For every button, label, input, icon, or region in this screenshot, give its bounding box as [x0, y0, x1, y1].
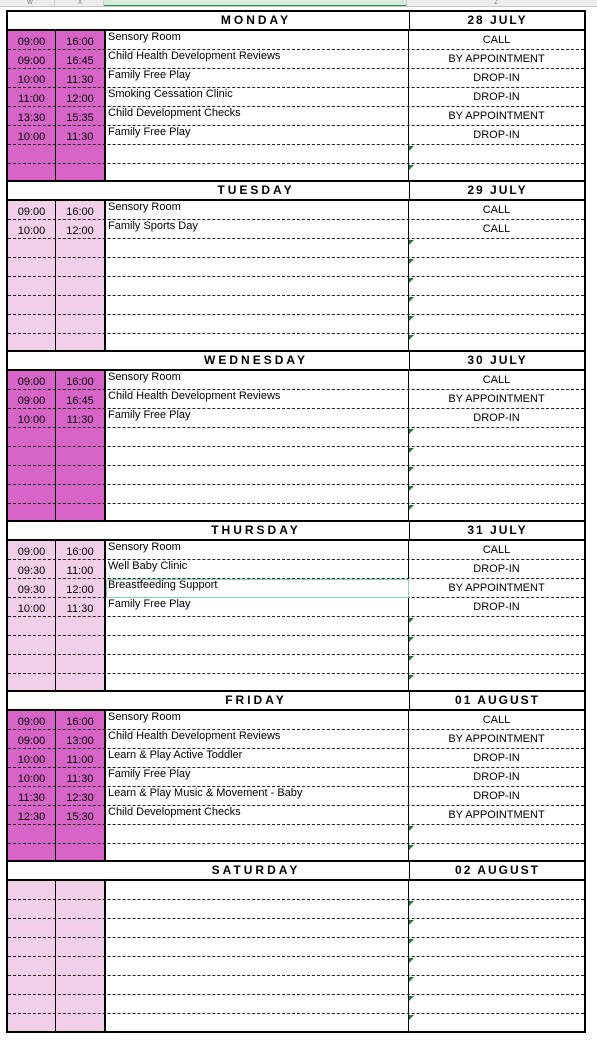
access-status-cell[interactable]: DROP-IN — [473, 129, 520, 141]
activity-cell[interactable]: Child Health Development Reviews — [108, 390, 281, 402]
day-header — [8, 182, 584, 201]
schedule-row[interactable] — [8, 126, 584, 145]
day-name[interactable]: THURSDAY — [211, 523, 301, 537]
end-time-cell[interactable]: 11:30 — [66, 74, 94, 86]
end-time-cell[interactable]: 11:30 — [66, 414, 94, 426]
comment-marker-icon[interactable] — [409, 826, 414, 831]
activity-cell[interactable]: Child Development Checks — [108, 806, 241, 818]
selected-cell-outline[interactable] — [106, 579, 409, 598]
start-time-cell[interactable]: 11:00 — [18, 93, 45, 105]
activity-cell[interactable]: Breastfeeding Support — [108, 579, 218, 591]
start-time-cell[interactable]: 09:00 — [17, 376, 46, 388]
schedule-row[interactable] — [8, 957, 584, 976]
start-time-cell[interactable]: 09:00 — [17, 716, 46, 728]
schedule-row[interactable] — [8, 315, 584, 334]
end-time-cell[interactable]: 12:00 — [66, 93, 94, 105]
schedule-row[interactable] — [8, 749, 584, 768]
start-time-cell[interactable]: 10:00 — [17, 225, 46, 237]
schedule-row[interactable] — [8, 296, 584, 315]
schedule-row[interactable] — [8, 428, 584, 447]
day-header — [8, 862, 584, 881]
activity-cell[interactable]: Family Free Play — [108, 409, 191, 421]
end-time-cell[interactable]: 15:35 — [66, 112, 94, 124]
day-date[interactable]: 31 JULY — [409, 522, 585, 539]
comment-marker-icon[interactable] — [409, 259, 414, 264]
schedule-row[interactable] — [8, 655, 584, 674]
schedule-row[interactable] — [8, 617, 584, 636]
end-time-cell[interactable]: 15:30 — [66, 811, 94, 823]
access-status-cell[interactable]: CALL — [482, 374, 511, 386]
day-date[interactable]: 29 JULY — [409, 182, 585, 199]
access-status-cell[interactable]: BY APPOINTMENT — [448, 809, 545, 821]
day-name[interactable]: FRIDAY — [225, 693, 287, 707]
activity-cell[interactable]: Learn & Play Music & Movement - Baby — [108, 787, 303, 799]
activity-cell[interactable]: Sensory Room — [108, 711, 181, 723]
start-time-cell[interactable]: 09:00 — [17, 206, 46, 218]
activity-cell[interactable]: Learn & Play Active Toddler — [108, 749, 243, 761]
access-status-cell[interactable]: DROP-IN — [473, 91, 520, 103]
start-time-cell[interactable]: 09:00 — [17, 55, 46, 67]
schedule-row[interactable] — [8, 976, 584, 995]
end-time-cell[interactable]: 16:00 — [66, 206, 94, 218]
day-header — [8, 352, 584, 371]
comment-marker-icon[interactable] — [409, 316, 414, 321]
access-status-cell[interactable]: CALL — [482, 223, 511, 235]
comment-marker-icon[interactable] — [409, 656, 414, 661]
start-time-cell[interactable]: 10:00 — [17, 414, 46, 426]
comment-marker-icon[interactable] — [409, 335, 414, 340]
comment-marker-icon[interactable] — [409, 278, 414, 283]
comment-marker-icon[interactable] — [409, 939, 414, 944]
schedule-row[interactable] — [8, 995, 584, 1014]
schedule-row[interactable] — [8, 730, 584, 749]
schedule-row[interactable] — [8, 825, 584, 844]
comment-marker-icon[interactable] — [409, 165, 414, 170]
column-divider — [54, 0, 55, 7]
day-name[interactable]: TUESDAY — [217, 183, 295, 197]
day-header — [8, 692, 584, 711]
day-date[interactable]: 01 AUGUST — [409, 692, 585, 709]
comment-marker-icon[interactable] — [409, 977, 414, 982]
schedule-row[interactable] — [8, 447, 584, 466]
column-divider — [406, 0, 407, 7]
comment-marker-icon[interactable] — [409, 618, 414, 623]
selected-column-highlight[interactable] — [104, 0, 406, 7]
comment-marker-icon[interactable] — [409, 448, 414, 453]
activity-cell[interactable]: Sensory Room — [108, 31, 181, 43]
access-status-cell[interactable]: DROP-IN — [473, 771, 520, 783]
comment-marker-icon[interactable] — [409, 958, 414, 963]
end-time-cell[interactable]: 16:00 — [66, 716, 94, 728]
end-time-cell[interactable]: 16:45 — [66, 395, 94, 407]
end-time-cell[interactable]: 11:30 — [66, 603, 94, 615]
access-status-cell[interactable]: DROP-IN — [473, 790, 520, 802]
activity-cell[interactable]: Family Free Play — [108, 69, 191, 81]
schedule-row[interactable] — [8, 1014, 584, 1033]
schedule-row[interactable] — [8, 88, 584, 107]
activity-cell[interactable]: Sensory Room — [108, 371, 181, 383]
comment-marker-icon[interactable] — [409, 996, 414, 1001]
schedule-row[interactable] — [8, 806, 584, 825]
day-date[interactable]: 02 AUGUST — [409, 862, 585, 879]
activity-cell[interactable]: Family Sports Day — [108, 220, 198, 232]
schedule-row[interactable] — [8, 598, 584, 617]
schedule-row[interactable] — [8, 919, 584, 938]
schedule-row[interactable] — [8, 107, 584, 126]
activity-cell[interactable]: Family Free Play — [108, 598, 191, 610]
comment-marker-icon[interactable] — [409, 297, 414, 302]
day-name[interactable]: MONDAY — [220, 13, 292, 27]
activity-cell[interactable]: Sensory Room — [108, 541, 181, 553]
schedule-row[interactable] — [8, 938, 584, 957]
end-time-cell[interactable]: 16:45 — [66, 55, 94, 67]
day-header — [8, 12, 584, 31]
start-time-cell[interactable]: 09:30 — [17, 565, 46, 577]
day-block-tuesday — [6, 180, 586, 353]
start-time-cell[interactable]: 10:00 — [17, 754, 46, 766]
schedule-row[interactable] — [8, 768, 584, 787]
comment-marker-icon[interactable] — [409, 467, 414, 472]
column-letter-x[interactable]: X — [77, 0, 82, 6]
access-status-cell[interactable]: CALL — [482, 544, 511, 556]
schedule-row[interactable] — [8, 277, 584, 296]
activity-cell[interactable]: Smoking Cessation Clinic — [108, 88, 233, 100]
end-time-cell[interactable]: 16:00 — [66, 36, 94, 48]
start-time-cell[interactable]: 09:00 — [17, 546, 46, 558]
schedule-row[interactable] — [8, 371, 584, 390]
start-time-cell[interactable]: 09:00 — [17, 36, 46, 48]
start-time-cell[interactable]: 10:00 — [17, 74, 46, 86]
activity-cell[interactable]: Child Health Development Reviews — [108, 730, 281, 742]
start-time-cell[interactable]: 10:00 — [17, 773, 46, 785]
end-time-cell[interactable]: 11:30 — [66, 131, 94, 143]
day-header — [8, 522, 584, 541]
schedule-row[interactable] — [8, 636, 584, 655]
schedule-row[interactable] — [8, 466, 584, 485]
schedule-row[interactable] — [8, 258, 584, 277]
start-time-cell[interactable]: 11:30 — [18, 792, 45, 804]
start-time-cell[interactable]: 10:00 — [17, 131, 46, 143]
comment-marker-icon[interactable] — [409, 429, 414, 434]
day-name[interactable]: WEDNESDAY — [204, 353, 308, 367]
start-time-cell[interactable]: 12:30 — [17, 811, 46, 823]
comment-marker-icon[interactable] — [409, 675, 414, 680]
schedule-row[interactable] — [8, 69, 584, 88]
access-status-cell[interactable]: DROP-IN — [473, 752, 520, 764]
activity-cell[interactable]: Sensory Room — [108, 201, 181, 213]
comment-marker-icon[interactable] — [409, 146, 414, 151]
access-status-cell[interactable]: DROP-IN — [473, 563, 520, 575]
column-letter-z[interactable]: Z — [494, 0, 498, 6]
schedule-row[interactable] — [8, 541, 584, 560]
day-block-friday — [6, 690, 586, 863]
day-block-monday — [6, 10, 586, 183]
activity-cell[interactable]: Well Baby Clinic — [108, 560, 188, 572]
access-status-cell[interactable]: DROP-IN — [473, 412, 520, 424]
schedule-row[interactable] — [8, 900, 584, 919]
activity-cell[interactable]: Family Free Play — [108, 126, 191, 138]
schedule-row[interactable] — [8, 145, 584, 164]
activity-cell[interactable]: Child Development Checks — [108, 107, 241, 119]
start-time-cell[interactable]: 09:30 — [17, 584, 46, 596]
access-status-cell[interactable]: BY APPOINTMENT — [448, 582, 545, 594]
comment-marker-icon[interactable] — [409, 240, 414, 245]
schedule-row[interactable] — [8, 239, 584, 258]
access-status-cell[interactable]: BY APPOINTMENT — [448, 393, 545, 405]
activity-cell[interactable]: Family Free Play — [108, 768, 191, 780]
end-time-cell[interactable]: 11:00 — [66, 565, 94, 577]
end-time-cell[interactable]: 16:00 — [66, 376, 94, 388]
schedule-row[interactable] — [8, 31, 584, 50]
access-status-cell[interactable]: BY APPOINTMENT — [448, 53, 545, 65]
access-status-cell[interactable]: DROP-IN — [473, 601, 520, 613]
start-time-cell[interactable]: 09:00 — [17, 395, 46, 407]
end-time-cell[interactable]: 12:00 — [66, 225, 94, 237]
end-time-cell[interactable]: 16:00 — [66, 546, 94, 558]
end-time-cell[interactable]: 13:00 — [66, 735, 94, 747]
access-status-cell[interactable]: DROP-IN — [473, 72, 520, 84]
start-time-cell[interactable]: 13:30 — [17, 112, 46, 124]
schedule-row[interactable] — [8, 409, 584, 428]
schedule-row[interactable] — [8, 787, 584, 806]
day-date[interactable]: 30 JULY — [409, 352, 585, 369]
column-letter-w[interactable]: W — [27, 0, 33, 6]
schedule-row[interactable] — [8, 881, 584, 900]
activity-cell[interactable]: Child Health Development Reviews — [108, 50, 281, 62]
day-block-wednesday — [6, 350, 586, 523]
schedule-row[interactable] — [8, 50, 584, 69]
access-status-cell[interactable]: CALL — [482, 34, 511, 46]
schedule-row[interactable] — [8, 579, 584, 598]
comment-marker-icon[interactable] — [409, 901, 414, 906]
end-time-cell[interactable]: 12:00 — [66, 584, 94, 596]
access-status-cell[interactable]: CALL — [482, 204, 511, 216]
column-header-bar — [0, 0, 597, 7]
comment-marker-icon[interactable] — [409, 486, 414, 491]
day-block-thursday — [6, 520, 586, 693]
schedule-row[interactable] — [8, 390, 584, 409]
schedule-row[interactable] — [8, 711, 584, 730]
day-block-saturday — [6, 860, 586, 1033]
schedule-row[interactable] — [8, 201, 584, 220]
schedule-row[interactable] — [8, 485, 584, 504]
start-time-cell[interactable]: 10:00 — [17, 603, 46, 615]
schedule-row[interactable] — [8, 560, 584, 579]
end-time-cell[interactable]: 11:00 — [66, 754, 94, 766]
access-status-cell[interactable]: BY APPOINTMENT — [448, 110, 545, 122]
comment-marker-icon[interactable] — [409, 845, 414, 850]
comment-marker-icon[interactable] — [409, 505, 414, 510]
schedule-row[interactable] — [8, 220, 584, 239]
comment-marker-icon[interactable] — [409, 920, 414, 925]
access-status-cell[interactable]: CALL — [482, 714, 511, 726]
comment-marker-icon[interactable] — [409, 1015, 414, 1020]
end-time-cell[interactable]: 12:30 — [66, 792, 94, 804]
day-name[interactable]: SATURDAY — [211, 863, 301, 877]
day-date[interactable]: 28 JULY — [409, 12, 585, 29]
end-time-cell[interactable]: 11:30 — [66, 773, 94, 785]
access-status-cell[interactable]: BY APPOINTMENT — [448, 733, 545, 745]
comment-marker-icon[interactable] — [409, 637, 414, 642]
start-time-cell[interactable]: 09:00 — [17, 735, 46, 747]
